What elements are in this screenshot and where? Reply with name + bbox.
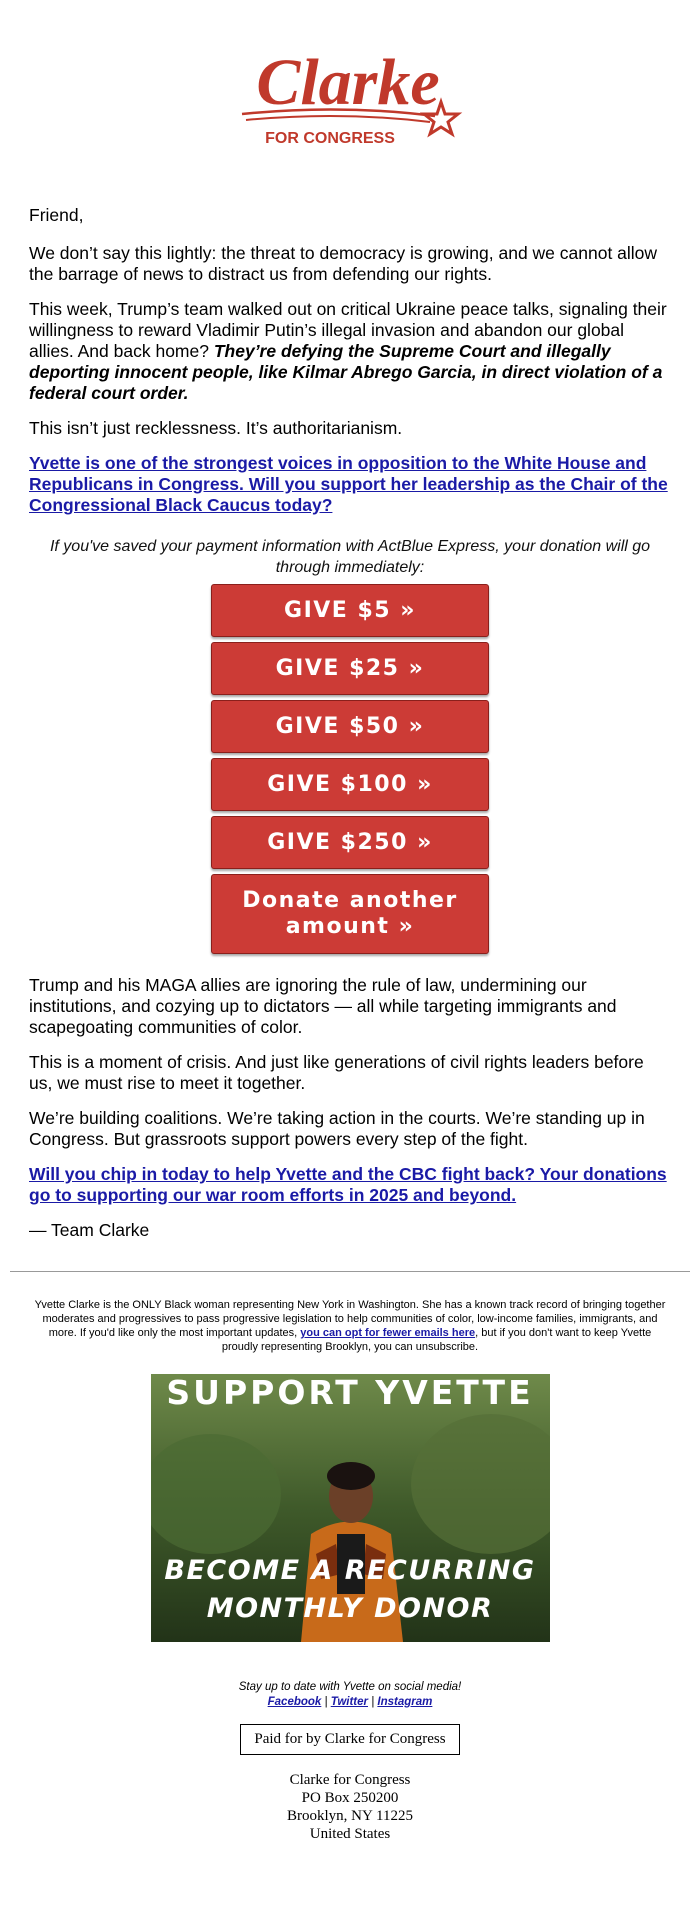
donation-buttons (29, 584, 671, 959)
banner-title: SUPPORT YVETTE (165, 1374, 534, 1412)
twitter-link[interactable]: Twitter (330, 1696, 368, 1708)
give-5-button[interactable]: GIVE $5 » (211, 584, 489, 637)
address-line: Brooklyn, NY 11225 (287, 1808, 413, 1824)
footer-about-text: Yvette Clarke is the ONLY Black woman representing New York in Washington. She has a known track record of bringing together moderates and progressives to pass progressive legislation to help communities of color, low-income families, immigrants, and more. If you'd like only the most important updates, (34, 1299, 666, 1339)
logo-tagline: FOR CONGRESS (265, 130, 395, 147)
paragraph-authoritarianism: This isn’t just recklessness. It’s authoritarianism. (29, 418, 403, 438)
instagram-link[interactable]: Instagram (377, 1696, 433, 1708)
facebook-link[interactable]: Facebook (267, 1696, 322, 1708)
donate-other-amount-button[interactable]: Donate another amount » (211, 874, 489, 954)
greeting: Friend, (29, 205, 84, 225)
give-25-button[interactable]: GIVE $25 » (211, 642, 489, 695)
footer-divider (10, 1271, 690, 1272)
paragraph-maga: Trump and his MAGA allies are ignoring the rule of law, undermining our institutions, and cozying up to dictators — all while targeting immigrants and scapegoating communities of color. (29, 975, 617, 1037)
address-line: Clarke for Congress (289, 1772, 411, 1788)
paid-for-disclaimer: Paid for by Clarke for Congress (240, 1724, 460, 1755)
fewer-emails-link[interactable]: you can opt for fewer emails here (300, 1327, 476, 1339)
paragraph-ukraine-text: This week, Trump’s team walked out on critical Ukraine peace talks, signaling their willingness to reward Vladimir Putin’s illegal invasion and abandon our global allies. And back home? (29, 299, 667, 361)
footer-about (0, 1298, 700, 1354)
paragraph-coalitions: We’re building coalitions. We’re taking action in the courts. We’re standing up in Congress. But grassroots support powers every step of the fight. (29, 1108, 645, 1149)
paragraph-crisis: This is a moment of crisis. And just like generations of civil rights leaders before us, we must rise to meet it together. (29, 1052, 644, 1093)
give-250-button[interactable]: GIVE $250 » (211, 816, 489, 869)
email-body (0, 44, 700, 1843)
signoff: — Team Clarke (29, 1220, 150, 1240)
social-separator-2: | (368, 1696, 378, 1708)
paragraph-ukraine-emphasis: They’re defying the Supreme Court and illegally deporting innocent people, like Kilmar Abrego Garcia, in direct violation of a federal court order. (29, 341, 663, 403)
paragraph-ukraine (29, 299, 671, 404)
footer-about-text-end: , but if you don't want to keep Yvette proudly representing Brooklyn, you can unsubscribe. (221, 1327, 652, 1353)
address-line: United States (309, 1826, 391, 1842)
paragraph-threat: We don’t say this lightly: the threat to democracy is growing, and we cannot allow the barrage of news to distract us from defending our rights. (29, 243, 658, 284)
chip-in-link[interactable]: Will you chip in today to help Yvette and the CBC fight back? Your donations go to supporting our war room efforts in 2025 and beyond. (29, 1164, 667, 1205)
person-hair (327, 1462, 375, 1490)
support-leadership-link[interactable]: Yvette is one of the strongest voices in opposition to the White House and Republicans in Congress. Will you support her leadership as the Chair of the Congressional Black Caucus today? (29, 453, 668, 515)
actblue-note: If you've saved your payment information with ActBlue Express, your donation will go through immediately: (49, 538, 651, 576)
give-100-button[interactable]: GIVE $100 » (211, 758, 489, 811)
banner-line-2: MONTHLY DONOR (206, 1593, 493, 1624)
social-heading: Stay up to date with Yvette on social media! (238, 1681, 462, 1693)
email-content (0, 205, 700, 1241)
address-line: PO Box 250200 (301, 1790, 399, 1806)
recurring-donor-banner[interactable] (151, 1374, 550, 1642)
social-separator: | (321, 1696, 331, 1708)
banner-line-1: BECOME A RECURRING (163, 1555, 536, 1586)
give-50-button[interactable]: GIVE $50 » (211, 700, 489, 753)
social-section (0, 1680, 700, 1710)
logo-name: Clarke (256, 46, 440, 119)
clarke-logo (230, 44, 470, 164)
mailing-address (0, 1771, 700, 1843)
